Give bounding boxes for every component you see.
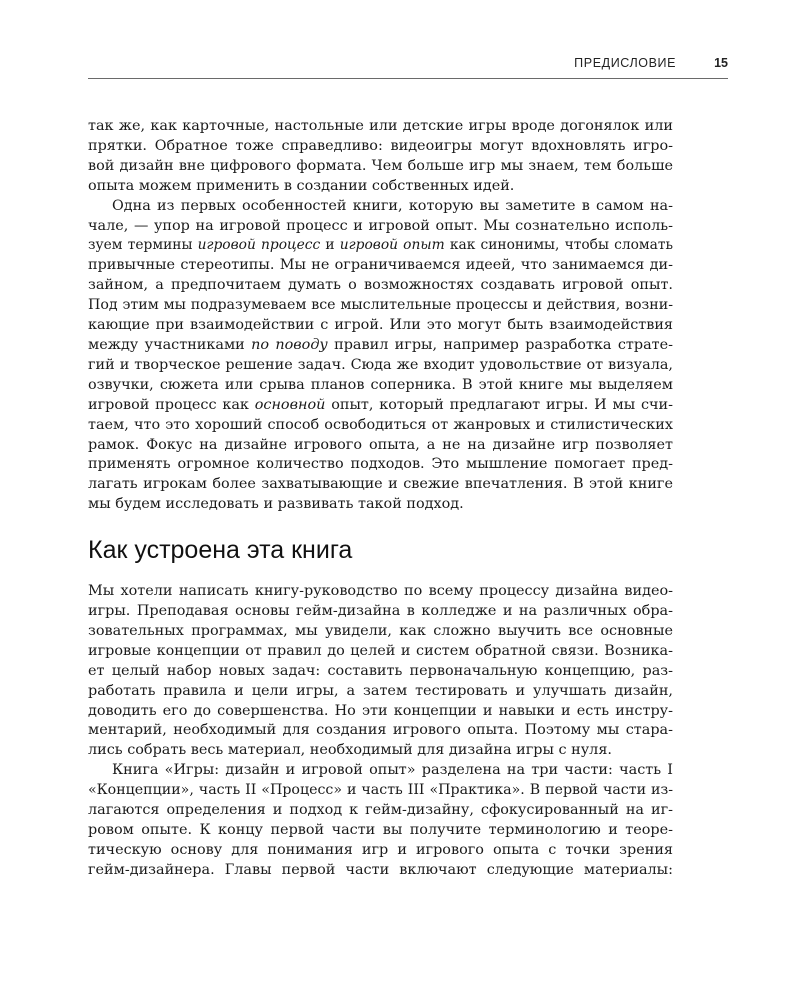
paragraph-book-structure	[88, 761, 673, 880]
text-line: чале, — упор на игровой процесс и игровой опыт. Мы сознательно исполь-	[88, 217, 673, 234]
page-number: 15	[714, 56, 728, 70]
text-line: ментарий, необходимый для создания игрового опыта. Поэтому мы стара-	[88, 722, 673, 739]
section-title: ПРЕДИСЛОВИЕ	[574, 56, 677, 70]
section-heading: Как устроена эта книга	[88, 536, 353, 565]
text-line: привычные стереотипы. Мы не ограничиваемся идеей, что занимаемся ди-	[88, 257, 673, 274]
text-line: игровые концепции от правил до целей и систем обратной связи. Возника-	[88, 642, 673, 659]
text-line: вой дизайн вне цифрового формата. Чем больше игр мы знаем, тем больше	[88, 157, 673, 174]
text-line: рамок. Фокус на дизайне игрового опыта, а не на дизайне игр позволяет	[88, 436, 673, 453]
text-line: зовательных программах, мы увидели, как сложно выучить все основные	[88, 622, 673, 639]
text-line: лись собрать весь материал, необходимый для дизайна игры с нуля.	[88, 742, 612, 759]
text-line: мы будем исследовать и развивать такой подход.	[88, 496, 464, 513]
text-line: так же, как карточные, настольные или детские игры вроде догонялок или	[88, 118, 673, 134]
text-line: доводить его до совершенства. Но эти концепции и навыки и есть инстру-	[88, 702, 673, 719]
text-line: «Концепции», часть II «Процесс» и часть III «Практика». В первой части из-	[88, 782, 673, 799]
text-line: лагать игрокам более захватывающие и свежие впечатления. В этой книге	[88, 476, 673, 493]
text-line: ет целый набор новых задач: составить первоначальную концепцию, раз-	[88, 662, 673, 679]
emphasis: игровой опыт	[339, 237, 445, 254]
text-line: озвучки, сюжета или срыва планов соперника. В этой книге мы выделяем	[88, 376, 673, 393]
text-line: игровой процесс как основной опыт, который предлагают игры. И мы счи-	[88, 396, 673, 413]
text-line: Книга «Игры: дизайн и игровой опыт» разделена на три части: часть I	[112, 762, 673, 779]
text-line: Одна из первых особенностей книги, которую вы заметите в самом на-	[112, 197, 673, 214]
text-line: кающие при взаимодействии с игрой. Или это могут быть взаимодействия	[88, 317, 673, 334]
paragraph-continuation	[88, 117, 673, 197]
text-line: зуем термины игровой процесс и игровой опыт как синонимы, чтобы сломать	[88, 237, 673, 254]
text-line: тическую основу для понимания игр и игрового опыта с точки зрения	[88, 841, 673, 858]
text-line: Мы хотели написать книгу-руководство по всему процессу дизайна видео-	[88, 583, 673, 600]
text-line: опыта можем применить в создании собственных идей.	[88, 177, 515, 194]
text-line: гий и творческое решение задач. Сюда же входит удовольствие от визуала,	[88, 356, 673, 373]
paragraph-book-purpose	[88, 582, 673, 761]
header-rule	[88, 78, 728, 79]
text-line: лагаются определения и подход к гейм-дизайну, сфокусированный на иг-	[88, 802, 673, 819]
text-line: применять огромное количество подходов. Это мышление помогает пред-	[88, 456, 673, 473]
text-line: Под этим мы подразумеваем все мыслительные процессы и действия, возни-	[88, 297, 673, 314]
emphasis: по поводу	[251, 336, 328, 353]
text-line: между участниками по поводу правил игры, например разработка страте-	[88, 336, 673, 353]
text-line: таем, что это хороший способ освободиться от жанровых и стилистических	[88, 416, 673, 433]
page-body	[88, 117, 673, 881]
text-line: гейм-дизайнера. Главы первой части включают следующие материалы:	[88, 861, 673, 878]
text-line: зайном, а предпочитаем думать о возможностях создавать игровой опыт.	[88, 277, 673, 294]
text-line: ровом опыте. К концу первой части вы получите терминологию и теоре-	[88, 822, 673, 838]
text-line: прятки. Обратное тоже справедливо: видеоигры могут вдохновлять игро-	[88, 137, 673, 154]
running-head	[88, 56, 728, 70]
emphasis: основной	[254, 396, 326, 413]
paragraph-gameplay-experience	[88, 197, 673, 516]
text-line: игры. Преподавая основы гейм-дизайна в колледже и на различных обра-	[88, 603, 673, 620]
text-line: работать правила и цели игры, а затем тестировать и улучшать дизайн,	[88, 682, 673, 699]
emphasis: игровой процесс	[197, 237, 321, 254]
